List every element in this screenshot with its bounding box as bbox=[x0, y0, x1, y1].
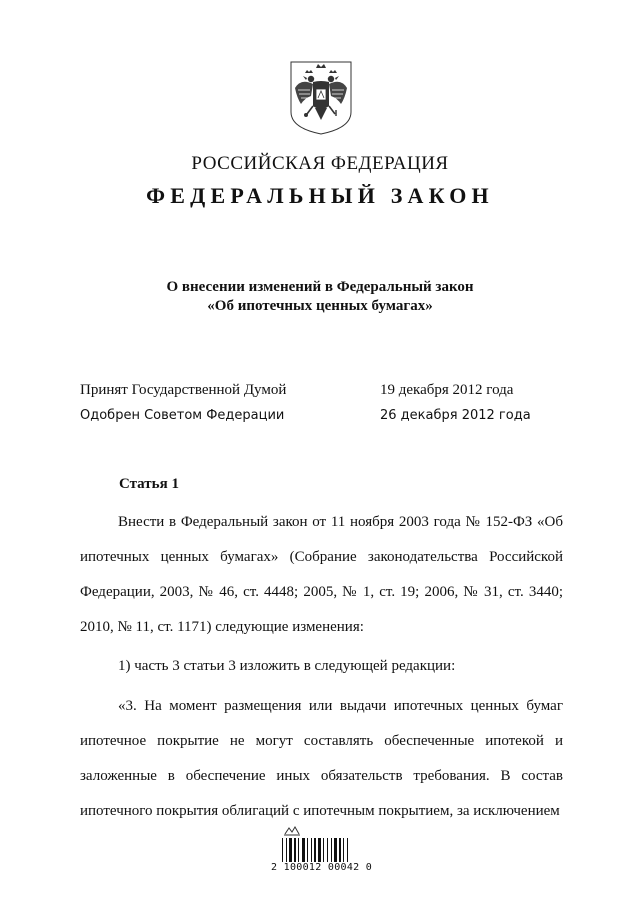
duma-label: Принят Государственной Думой bbox=[80, 382, 287, 398]
adoption-council-row bbox=[80, 408, 580, 430]
document-type: ФЕДЕРАЛЬНЫЙ ЗАКОН bbox=[146, 183, 494, 208]
article-heading: Статья 1 bbox=[119, 476, 179, 492]
adoption-duma-row bbox=[80, 382, 580, 404]
russian-coat-of-arms-icon bbox=[289, 60, 353, 136]
council-date: 26 декабря 2012 года bbox=[380, 408, 531, 423]
barcode-number: 2 100012 00042 0 bbox=[271, 862, 373, 873]
country-name: РОССИЙСКАЯ ФЕДЕРАЦИЯ bbox=[191, 153, 449, 174]
law-title bbox=[0, 278, 640, 316]
council-label: Одобрен Советом Федерации bbox=[80, 408, 285, 423]
law-title-line-2: «Об ипотечных ценных бумагах» bbox=[207, 298, 433, 314]
duma-date: 19 декабря 2012 года bbox=[380, 382, 514, 398]
law-title-line-1: О внесении изменений в Федеральный закон bbox=[166, 279, 474, 295]
article-intro-paragraph: Внести в Федеральный закон от 11 ноября 2003 года № 152-ФЗ «Об ипотечных ценных бумагах» (Собрание законодательства Российской Федерации, 2003, № 46, ст. 4448; 2005, № 1, ст. 19; 2006, № 31, ст. 3440; 2010, № 11, ст. 1171) следующие изменения: bbox=[80, 514, 563, 635]
article-quote-paragraph: «3. На момент размещения или выдачи ипотечных ценных бумаг ипотечное покрытие не могут составлять обеспеченные ипотекой и заложенные в обеспечение иных обязательств требования. В состав ипотечного покрытия облигаций с ипотечным покрытием, за исключением bbox=[80, 698, 563, 819]
article-item-1: 1) часть 3 статьи 3 изложить в следующей редакции: bbox=[118, 658, 456, 674]
print-mark-icon bbox=[283, 826, 301, 836]
article-body bbox=[80, 505, 563, 829]
